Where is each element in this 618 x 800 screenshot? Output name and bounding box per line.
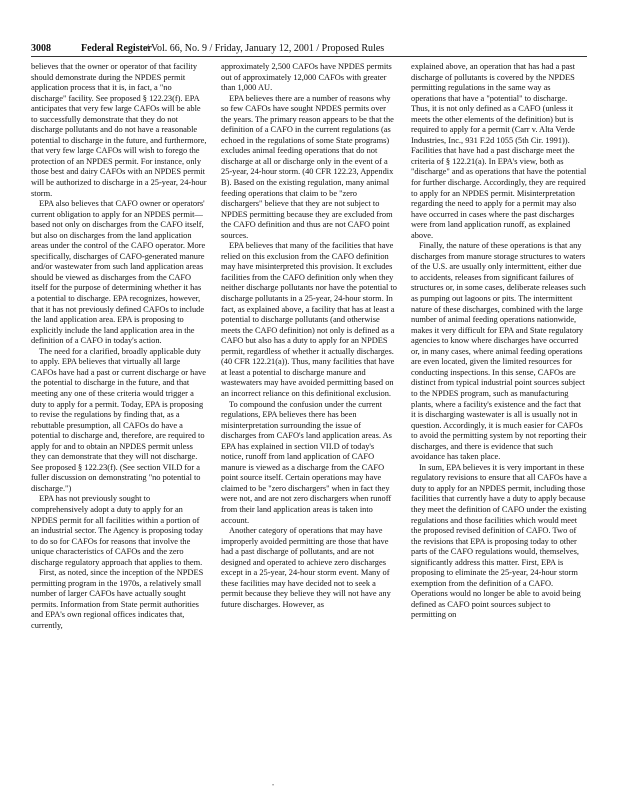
page-header	[31, 43, 587, 55]
text-column-1	[31, 62, 207, 780]
paragraph: First, as noted, since the inception of the NPDES permitting program in the 1970s, a relatively small number of larger CAFOs have actually sought permits. Information from State permit authorities and EPA's own regional offices indicates that, currently,	[31, 568, 204, 630]
paragraph: believes that the owner or operator of that facility should demonstrate during the NPDES permit application process that it is, in fact, a "no discharge" facility. See proposed § 122.23(f). EPA anticipates that very few large CAFOs will be able to successfully demonstrate that they do not discharge pollutants and do not have a reasonable potential to discharge in the future, and furthermore, that very few large CAFOs will wish to forego the protection of an NPDES permit. For instance, only those best and dairy CAFOs with an NPDES permit will be authorized to discharge in a 25-year, 24-hour storm.	[31, 62, 207, 198]
paragraph: Finally, the nature of these operations is that any discharges from manure storage structures to waters of the U.S. are usually only intermittent, either due to accidents, releases from significant failures of structures or, in some cases, deliberate releases such as pumping out lagoons or pits. The intermittent nature of these discharges, combined with the large number of animal feeding operations nationwide, makes it very difficult for EPA and State regulatory agencies to know where discharges have occurred or, in many cases, where animal feeding operations are even located, given the limited resources for conducting inspections. In this sense, CAFOs are distinct from typical industrial point sources subject to the NPDES program, such as manufacturing plants, where a facility's existence and the fact that it is discharging wastewater is all is usually not in question. Accordingly, it is much easier for CAFOs to avoid the permitting system by not reporting their discharges, and there is evidence that such avoidance has taken place.	[411, 241, 587, 462]
paragraph: EPA believes that many of the facilities that have relied on this exclusion from the CAFO definition may have misinterpreted this provision. It excludes facilities from the CAFO definition only when they neither discharge pollutants nor have the potential to discharge pollutants in a 25-year, 24-hour storm. In fact, as explained above, a facility that has at least a potential to discharge pollutants (and otherwise meets the CAFO definition) not only is defined as a CAFO but also has a duty to apply for an NPDES permit, regardless of whether it actually discharges. (40 CFR 122.21(a)). Thus, many facilities that have at least a potential to discharge manure and wastewaters may have avoided permitting based on an incorrect reliance on this definitional exclusion.	[221, 241, 397, 398]
paragraph: approximately 2,500 CAFOs have NPDES permits out of approximately 12,000 CAFOs with greater than 1,000 AU.	[221, 62, 392, 93]
paragraph: EPA believes there are a number of reasons why so few CAFOs have sought NPDES permits over the years. The primary reason appears to be that the definition of a CAFO in the current regulations (as echoed in the regulations of some State programs) excludes animal feeding operations that do not discharge at all or discharge only in the event of a 25-year, 24-hour storm. (40 CFR 122.23, Appendix B). Based on the existing regulation, many animal feeding operations that claim to be "zero dischargers" believe that they are not subject to NPDES permitting because they are excluded from the CAFO definition and thus are not CAFO point sources.	[221, 93, 394, 240]
paragraph: EPA has not previously sought to comprehensively adopt a duty to apply for an NPDES permit for all facilities within a portion of an industrial sector. The Agency is proposing today to do so for CAFOs for reasons that involve the unique characteristics of CAFOs and the zero discharge regulatory approach that applies to them.	[31, 494, 203, 567]
publication-title: Federal Register	[81, 43, 152, 54]
footer-mark: •	[272, 783, 275, 789]
paragraph: In sum, EPA believes it is very important in these regulatory revisions to ensure that all CAFOs have a duty to apply for an NPDES permit, including those facilities that currently have a duty to apply because they meet the definition of CAFO under the existing regulations and those facilities which would meet the proposed revised definition of CAFO. Two of the revisions that EPA is proposing today to other parts of the CAFO regulations would, themselves, significantly address this matter. First, EPA is proposing to eliminate the 25-year, 24-hour storm exemption from the definition of a CAFO. Operations would no longer be able to avoid being defined as CAFO point sources subject to permitting on	[411, 462, 587, 620]
page-number: 3008	[31, 43, 51, 54]
issue-line: / Vol. 66, No. 9 / Friday, January 12, 2001 / Proposed Rules	[146, 43, 385, 54]
header-rule	[31, 56, 587, 57]
paragraph: EPA also believes that CAFO owner or operators' current obligation to apply for an NPDES permit—based not only on discharges from the CAFO itself, but also on discharges from the land application areas under the control of the CAFO operator. More specifically, discharges of CAFO-generated manure and/or wastewater from such land application areas should be viewed as discharges from the CAFO itself for the purpose of determining whether it has a potential to discharge. EPA recognizes, however, that it has not previously defined CAFOs to include the land application area. EPA is proposing to explicitly include the land application area in the definition of a CAFO in today's action.	[31, 199, 206, 346]
text-column-2	[221, 62, 397, 780]
paragraph: Another category of operations that may have improperly avoided permitting are those that have had a past discharge of pollutants, and are not designed and operated to achieve zero discharges except in a 25-year, 24-hour storm event. Many of these facilities may have decided not to seek a permit because they believe they will not have any future discharges. However, as	[221, 526, 391, 609]
text-column-3	[411, 62, 587, 780]
paragraph: The need for a clarified, broadly applicable duty to apply. EPA believes that virtually all large CAFOs have had a past or current discharge or have the potential to discharge in the future, and that meeting any one of these criteria would trigger a duty to apply for a permit. Today, EPA is proposing to revise the regulations by finding that, as a rebuttable presumption, all CAFOs do have a potential to discharge and, therefore, are required to apply for and to obtain an NPDES permit unless they can demonstrate that they will not discharge. See proposed § 122.23(f). (See section VII.D for a fuller discussion on demonstrating "no potential to discharge.")	[31, 346, 206, 493]
paragraph: To compound the confusion under the current regulations, EPA believes there has been misinterpretation surrounding the issue of discharges from CAFO's land application areas. As EPA has explained in section VII.D of today's notice, runoff from land application of CAFO manure is viewed as a discharge from the CAFO point source itself. Certain operations may have claimed to be "zero dischargers" when in fact they were not, and are not zero dischargers when runoff from their land application areas is taken into account.	[221, 399, 392, 525]
paragraph: explained above, an operation that has had a past discharge of pollutants is covered by the NPDES permitting regulations in the same way as operations that have a "potential" to discharge. Thus, it is not only defined as a CAFO (unless it meets the other elements of the definition) but is required to apply for a permit (Carr v. Alta Verde Industries, Inc., 931 F.2d 1055 (5th Cir. 1991)). Facilities that have had a past discharge meet the criteria of § 122.21(a). In EPA's view, both as "discharge" and as operations that have the potential for further discharge. Accordingly, they are required to apply for an NPDES permit. Misinterpretation regarding the need to apply for a permit may also have occurred in cases where the past discharges were from land application runoff, as explained above.	[411, 62, 587, 240]
